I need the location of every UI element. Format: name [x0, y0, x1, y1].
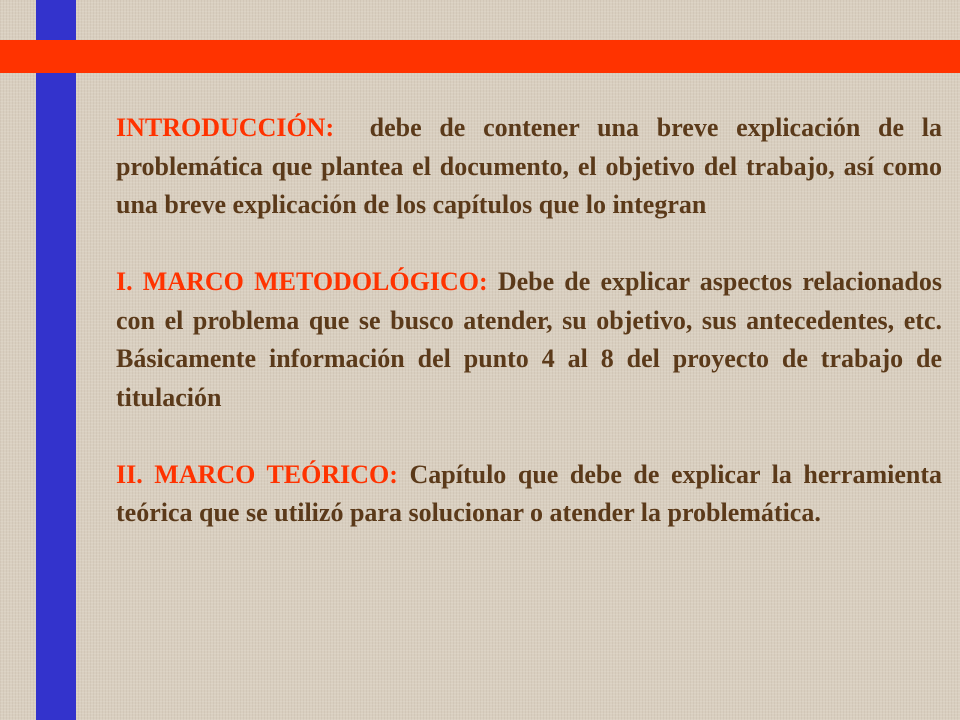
text-introduccion: debe de contener una breve explicación de la problemática que plantea el documento, el objetivo del trabajo, así como una breve explicación de los capítulos que lo integran	[116, 113, 943, 219]
heading-marco-metodologico: I. MARCO METODOLÓGICO:	[116, 267, 488, 296]
slide-content	[116, 109, 942, 533]
paragraph-introduccion	[116, 109, 942, 225]
paragraph-marco-teorico	[116, 456, 942, 533]
paragraph-marco-metodologico	[116, 263, 942, 417]
top-accent-bar	[0, 40, 960, 73]
left-accent-bar	[36, 0, 76, 720]
heading-introduccion: INTRODUCCIÓN:	[116, 113, 335, 142]
heading-marco-teorico: II. MARCO TEÓRICO:	[116, 459, 398, 489]
text-marco-teorico: Capítulo que debe de explicar la herramienta teórica que se utilizó para solucionar o atender la problemática.	[116, 459, 942, 527]
text-marco-metodologico: Debe de explicar aspectos relacionados con el problema que se busco atender, su objetivo, sus antecedentes, etc. Básicamente información del punto 4 al 8 del proyecto de trabajo de titulación	[116, 267, 942, 412]
